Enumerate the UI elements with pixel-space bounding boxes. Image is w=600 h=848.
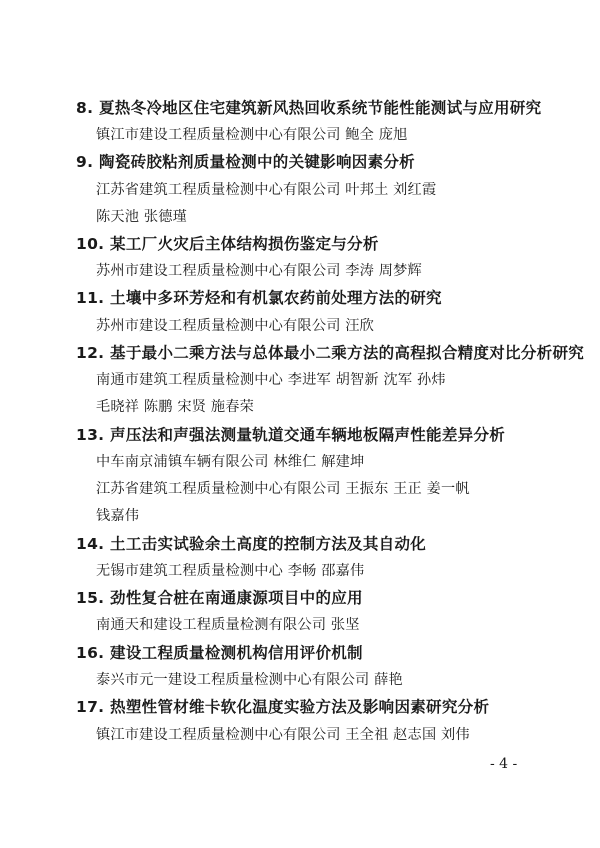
entry-title: 17. 热塑性管材维卡软化温度实验方法及影响因素研究分析 bbox=[76, 698, 490, 716]
entry-title: 8. 夏热冬冷地区住宅建筑新风热回收系统节能性能测试与应用研究 bbox=[76, 99, 542, 117]
entry-title: 11. 土壤中多环芳烃和有机氯农药前处理方法的研究 bbox=[76, 289, 442, 307]
entry-authors: 南通市建筑工程质量检测中心 李进军 胡智新 沈军 孙炜 bbox=[96, 372, 446, 388]
entry-authors: 镇江市建设工程质量检测中心有限公司 鲍全 庞旭 bbox=[96, 127, 408, 143]
entry-authors: 泰兴市元一建设工程质量检测中心有限公司 薛艳 bbox=[96, 672, 403, 688]
entry-authors: 无锡市建筑工程质量检测中心 李畅 邵嘉伟 bbox=[96, 563, 365, 579]
page-number: - 4 - bbox=[490, 756, 518, 772]
entry-authors-continued: 江苏省建筑工程质量检测中心有限公司 王振东 王正 姜一帆 bbox=[96, 481, 470, 497]
entry-title: 15. 劲性复合桩在南通康源项目中的应用 bbox=[76, 589, 363, 607]
entry-authors-continued: 陈天池 张德瑾 bbox=[96, 209, 188, 225]
entry-authors-continued: 毛晓祥 陈鹏 宋贤 施春荣 bbox=[96, 399, 255, 415]
entry-title: 10. 某工厂火灾后主体结构损伤鉴定与分析 bbox=[76, 235, 379, 253]
entry-authors: 苏州市建设工程质量检测中心有限公司 汪欣 bbox=[96, 318, 375, 334]
entry-authors: 镇江市建设工程质量检测中心有限公司 王全祖 赵志国 刘伟 bbox=[96, 727, 470, 743]
entry-title: 12. 基于最小二乘方法与总体最小二乘方法的高程拟合精度对比分析研究 bbox=[76, 344, 585, 362]
entry-title: 14. 土工击实试验余土高度的控制方法及其自动化 bbox=[76, 535, 427, 553]
entry-authors: 中车南京浦镇车辆有限公司 林维仁 解建坤 bbox=[96, 454, 365, 470]
entry-authors: 南通天和建设工程质量检测有限公司 张坚 bbox=[96, 617, 360, 633]
entry-authors-continued: 钱嘉伟 bbox=[96, 508, 140, 524]
entry-authors: 苏州市建设工程质量检测中心有限公司 李涛 周梦辉 bbox=[96, 263, 422, 279]
entry-title: 16. 建设工程质量检测机构信用评价机制 bbox=[76, 644, 363, 662]
entry-authors: 江苏省建筑工程质量检测中心有限公司 叶邦土 刘红霞 bbox=[96, 182, 437, 198]
entry-title: 13. 声压法和声强法测量轨道交通车辆地板隔声性能差异分析 bbox=[76, 426, 506, 444]
entry-title: 9. 陶瓷砖胶粘剂质量检测中的关键影响因素分析 bbox=[76, 153, 415, 171]
